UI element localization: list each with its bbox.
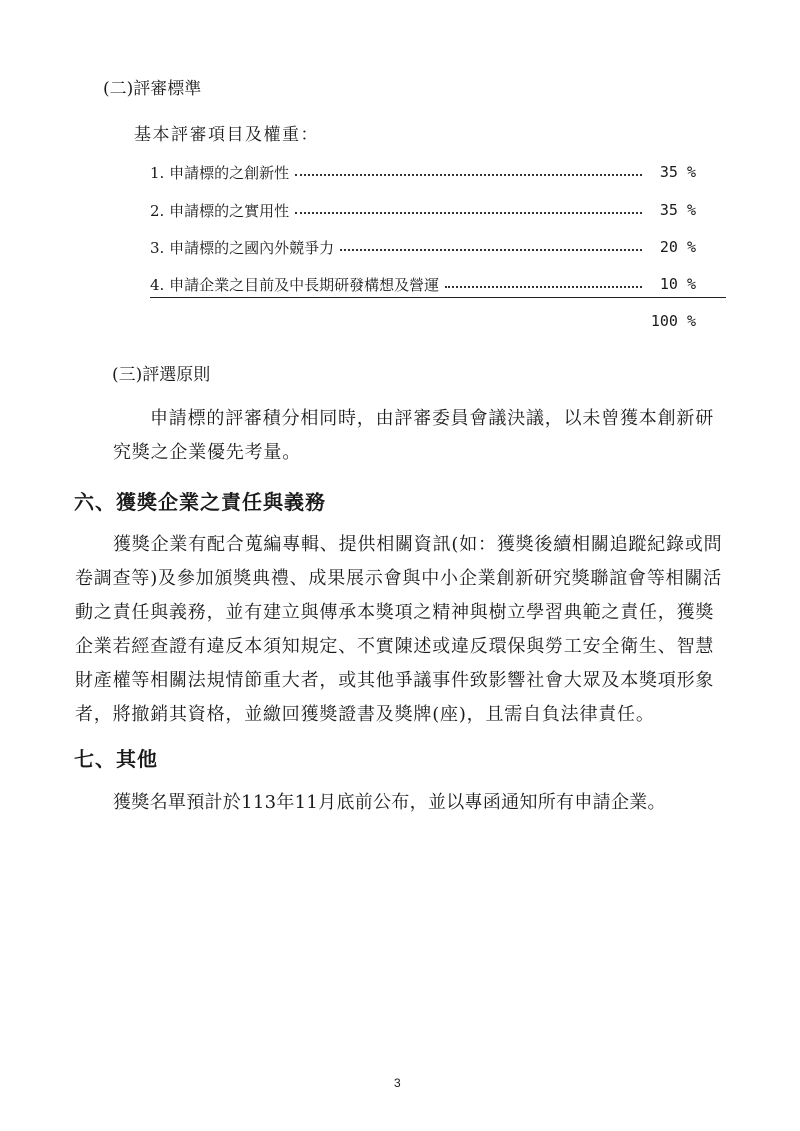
paragraph-line: 卷調查等)及參加頒獎典禮、成果展示會與中小企業創新研究獎聯誼會等相關活: [75, 568, 723, 589]
criteria-weight: 10 %: [659, 275, 696, 293]
weight-total: 100 %: [650, 312, 696, 330]
leader-dots: [340, 249, 642, 251]
criteria-row: [150, 273, 696, 295]
paragraph-line: 獲獎名單預計於113年11月底前公布，並以專函通知所有申請企業。: [113, 792, 666, 813]
criteria-label: 4. 申請企業之目前及中長期研發構想及營運: [150, 275, 440, 294]
section-7-heading: 七、其他: [74, 747, 158, 771]
paragraph-line: 究獎之企業優先考量。: [113, 442, 301, 463]
criteria-weight: 35 %: [659, 201, 696, 219]
leader-dots: [445, 286, 642, 288]
paragraph-line: 獲獎企業有配合蒐編專輯、提供相關資訊(如：獲獎後續相關追蹤紀錄或問: [113, 534, 723, 555]
criteria-label: 3. 申請標的之國內外競爭力: [150, 238, 335, 257]
paragraph-line: 申請標的評審積分相同時，由評審委員會議決議，以未曾獲本創新研: [150, 408, 714, 429]
leader-dots: [295, 212, 642, 214]
section-3-title: (三)評選原則: [112, 365, 211, 385]
paragraph-line: 企業若經查證有違反本須知規定、不實陳述或違反環保與勞工安全衛生、智慧: [75, 636, 715, 657]
section-6-heading: 六、獲獎企業之責任與義務: [74, 490, 326, 514]
criteria-label: 2. 申請標的之實用性: [150, 201, 290, 220]
paragraph-line: 者，將撤銷其資格，並繳回獲獎證書及獎牌(座)，且需自負法律責任。: [75, 704, 655, 725]
total-divider: [150, 297, 726, 298]
criteria-weight: 35 %: [659, 163, 696, 181]
criteria-row: [150, 161, 696, 183]
section-2-title: (二)評審標準: [103, 79, 202, 99]
leader-dots: [295, 174, 642, 176]
criteria-label: 1. 申請標的之創新性: [150, 163, 290, 182]
paragraph-line: 動之責任與義務，並有建立與傳承本獎項之精神與樹立學習典範之責任，獲獎: [75, 602, 715, 623]
page-number: 3: [394, 1076, 401, 1090]
criteria-weight: 20 %: [659, 238, 696, 256]
criteria-subtitle: 基本評審項目及權重：: [134, 125, 319, 145]
paragraph-line: 財產權等相關法規情節重大者，或其他爭議事件致影響社會大眾及本獎項形象: [75, 670, 715, 691]
criteria-row: [150, 199, 696, 221]
criteria-row: [150, 236, 696, 258]
